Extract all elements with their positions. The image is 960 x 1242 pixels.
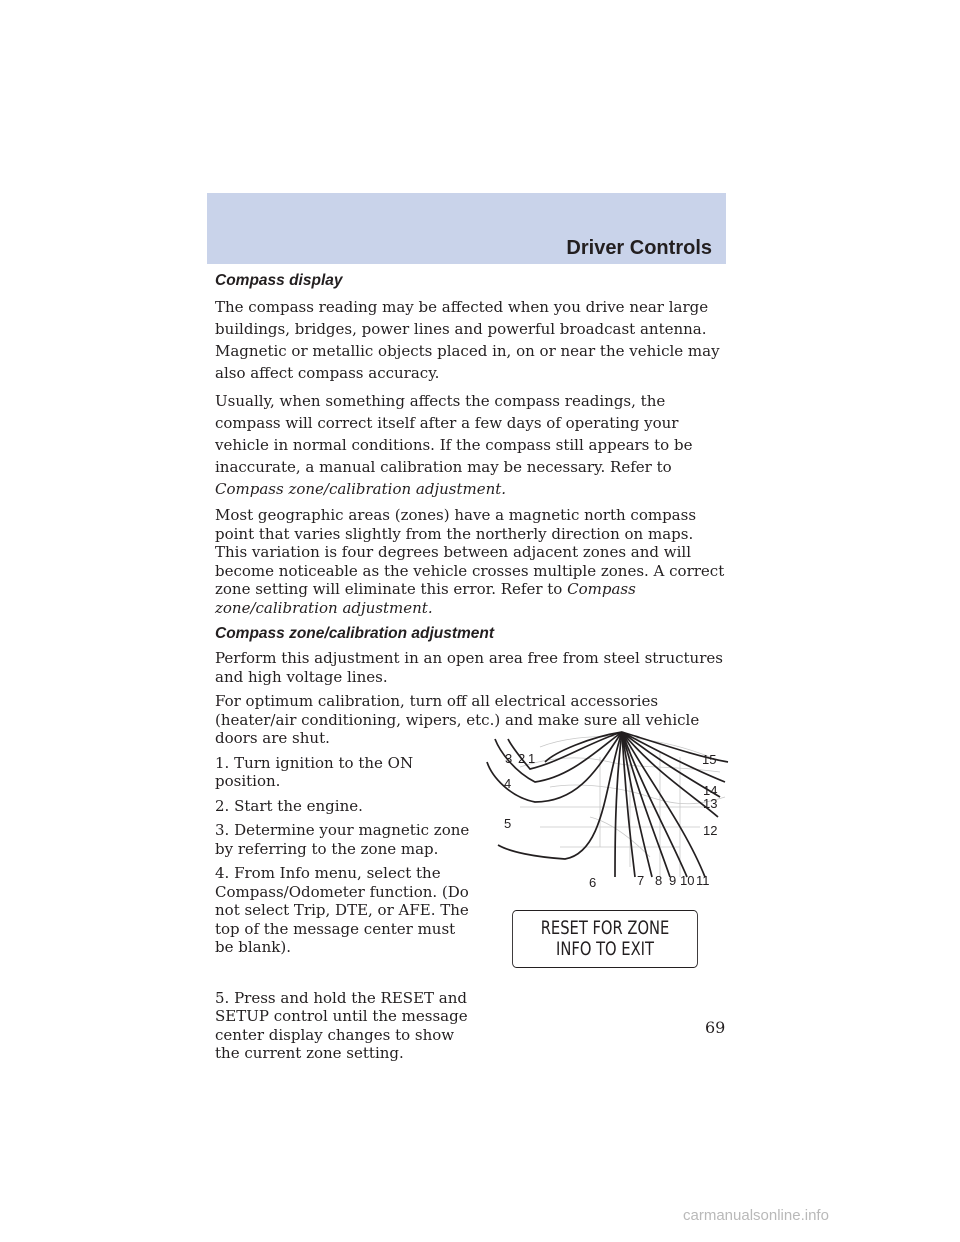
cross-reference: Compass zone/calibration adjustment. [215,480,507,498]
paragraph-zones [215,506,730,617]
paragraph-open-area: Perform this adjustment in an open area free from steel structures and high voltage lines. [215,649,723,686]
calibration-steps [215,754,475,1063]
zone-label-8: 8 [655,873,663,888]
step-3: 3. Determine your magnetic zone by referring to the zone map. [215,821,470,858]
zone-label-5: 5 [504,816,512,831]
zone-label-6: 6 [589,875,597,890]
zone-label-1: 1 [528,751,536,766]
step-1: 1. Turn ignition to the ON position. [215,753,414,790]
page-number: 69 [705,1018,726,1037]
display-line-2: INFO TO EXIT [556,938,654,960]
watermark: carmanualsonline.info [683,1207,829,1224]
paragraph-self-correction [215,390,730,500]
zone-label-11: 11 [696,873,710,888]
zone-label-4: 4 [504,776,512,791]
paragraph-text: Usually, when something affects the compass readings, the compass will correct itself after a few days of operating your vehicle in normal conditions. If the compass still appears to be inaccurate, a manual calibration may be necessary. Refer to [215,392,693,476]
zone-label-15: 15 [702,752,717,767]
step-2: 2. Start the engine. [215,796,363,815]
zone-label-2: 2 [518,751,526,766]
section-header-band [207,193,726,264]
section-title: Driver Controls [566,237,712,259]
paragraph-accessories: For optimum calibration, turn off all electrical accessories (heater/air conditioning, wipers, etc.) and make sure all vehicle doors are shut. [215,692,700,747]
display-line-1: RESET FOR ZONE [540,917,670,939]
zone-label-10: 10 [680,873,695,888]
zone-label-12: 12 [703,823,718,838]
cross-reference: Compass zone/calibration adjustment. [215,580,636,617]
paragraph-compass-accuracy: The compass reading may be affected when you drive near large buildings, bridges, power lines and powerful broadcast antenna. Magnetic or metallic objects placed in, on or near the vehicle may also affect compass accuracy. [215,298,720,382]
zone-label-7: 7 [637,873,645,888]
heading-compass-display: Compass display [215,272,343,289]
paragraph-text: Most geographic areas (zones) have a magnetic north compass point that varies slightly from the northerly direction on maps. This variation is four degrees between adjacent zones and will become noticeable as the vehicle crosses multiple zones. A correct zone setting will eliminate this error. Refer to [215,506,725,598]
zone-label-3: 3 [505,751,513,766]
zone-label-9: 9 [669,873,677,888]
heading-calibration: Compass zone/calibration adjustment [215,625,495,642]
magnetic-zone-map [480,727,730,894]
step-5: 5. Press and hold the RESET and SETUP control until the message center display changes to show the current zone setting. [215,988,468,1062]
zone-label-13: 13 [703,796,718,811]
zone-label-14: 14 [703,783,718,798]
step-4: 4. From Info menu, select the Compass/Odometer function. (Do not select Trip, DTE, or AFE. The top of the message center must be blank). [215,864,469,956]
message-center-display [512,910,698,968]
